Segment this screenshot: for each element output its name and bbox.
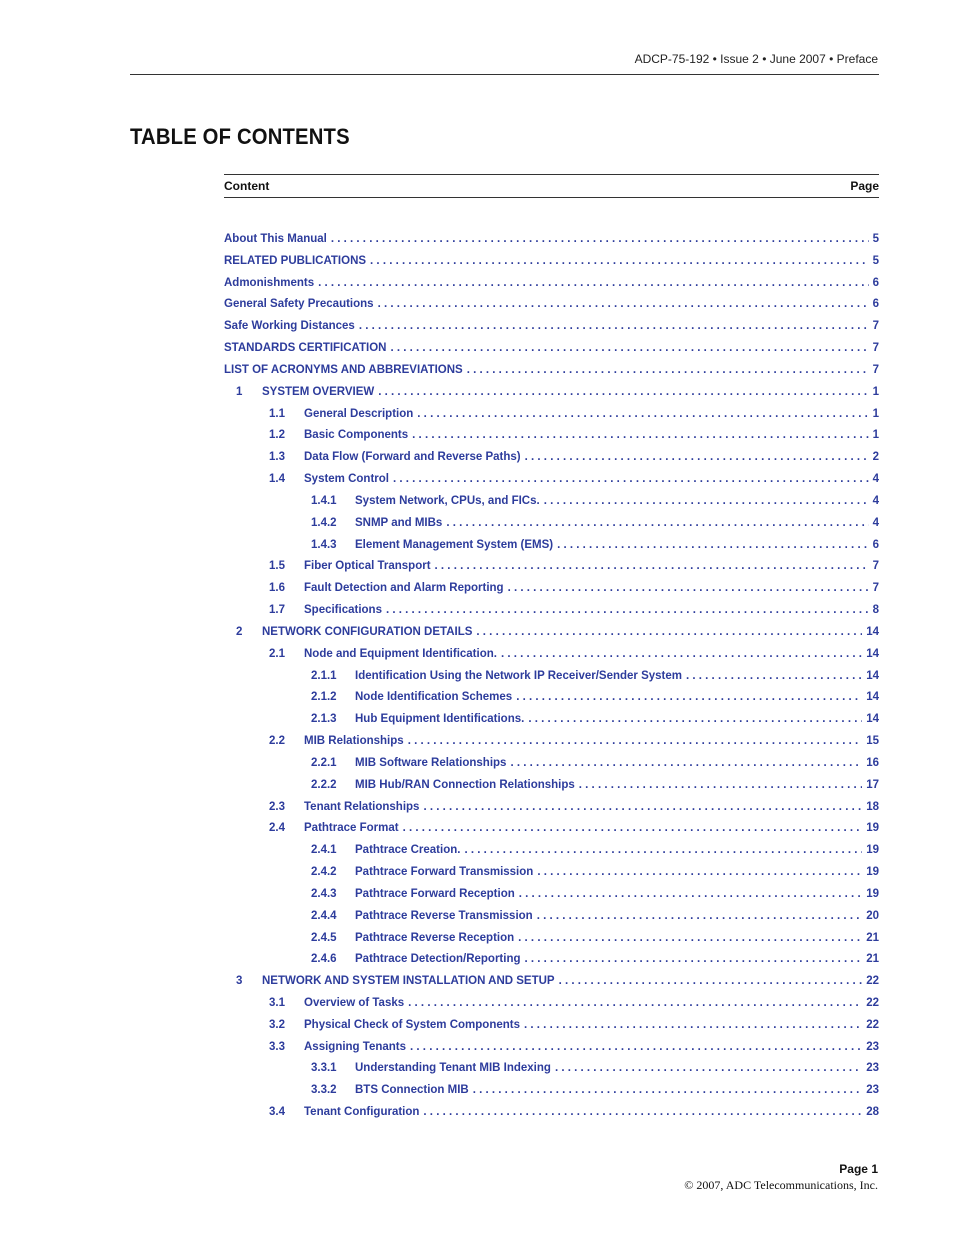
- toc-entry[interactable]: [224, 513, 879, 535]
- toc-entry-page[interactable]: 7: [872, 320, 879, 333]
- toc-entry-title[interactable]: Node Identification Schemes: [355, 691, 513, 704]
- content-column-label: Content: [224, 179, 270, 193]
- toc-entry-page[interactable]: 6: [872, 298, 879, 311]
- toc-entry[interactable]: [224, 906, 879, 928]
- toc-entry[interactable]: [224, 1080, 879, 1102]
- toc-entry-line: [304, 1037, 879, 1059]
- toc-entry-page[interactable]: 22: [866, 975, 879, 988]
- toc-entry[interactable]: [224, 862, 879, 884]
- toc-entry-title[interactable]: Overview of Tasks: [304, 996, 405, 1009]
- dot-leader: [390, 338, 868, 360]
- toc-entry[interactable]: [224, 644, 879, 666]
- dot-leader: [393, 469, 869, 491]
- toc-entry-page[interactable]: 22: [866, 1018, 879, 1031]
- toc-entry[interactable]: [224, 338, 879, 360]
- toc-entry-page[interactable]: 19: [866, 887, 879, 900]
- toc-entry[interactable]: [224, 273, 879, 295]
- toc-entry-page[interactable]: 18: [866, 800, 879, 813]
- toc-entry-line: [355, 709, 879, 731]
- toc-entry-line: [355, 884, 879, 906]
- toc-entry-number: 2.1.1: [311, 669, 337, 682]
- toc-entry[interactable]: [224, 993, 879, 1015]
- toc-entry[interactable]: [224, 578, 879, 600]
- toc-entry-number: 2.3: [269, 800, 285, 813]
- toc-entry-page[interactable]: 5: [872, 233, 879, 245]
- toc-entry-page[interactable]: 23: [866, 1062, 879, 1075]
- dot-leader: [417, 404, 868, 426]
- toc-entry-line: [355, 1058, 879, 1080]
- toc-entry-number: 1.4: [269, 473, 285, 486]
- toc-entry-line: [304, 731, 879, 753]
- toc-entry[interactable]: [224, 294, 879, 316]
- toc-entry[interactable]: [224, 1058, 879, 1080]
- toc-entry[interactable]: [224, 666, 879, 688]
- dot-leader: [518, 928, 862, 950]
- toc-entry-title[interactable]: Pathtrace Creation.: [355, 844, 461, 857]
- toc-entry-number: 2.2: [269, 735, 285, 748]
- toc-entry-number: 1: [236, 385, 243, 398]
- toc-entry-title[interactable]: Data Flow (Forward and Reverse Paths): [304, 451, 521, 464]
- toc-entry-page[interactable]: 16: [866, 756, 879, 769]
- toc-entry-number: 2: [236, 625, 243, 638]
- toc-entry-title[interactable]: Element Management System (EMS): [355, 538, 554, 551]
- toc-entry[interactable]: [224, 1102, 879, 1124]
- toc-entry-line: [304, 1102, 879, 1124]
- toc-entry-page[interactable]: 1: [872, 385, 879, 398]
- dot-leader: [579, 775, 862, 797]
- page-title: TABLE OF CONTENTS: [130, 124, 350, 149]
- toc-entry[interactable]: [224, 447, 879, 469]
- toc-entry-line: [304, 600, 879, 622]
- toc-entry-number: 2.4.3: [311, 887, 337, 900]
- toc-entry-title[interactable]: MIB Relationships: [304, 735, 404, 748]
- dot-leader: [378, 294, 869, 316]
- toc-entry-title[interactable]: Pathtrace Detection/Reporting: [355, 953, 521, 966]
- toc-entry-title[interactable]: STANDARDS CERTIFICATION: [224, 342, 387, 355]
- toc-entry-title[interactable]: Pathtrace Reverse Reception: [355, 931, 515, 944]
- toc-entry[interactable]: [224, 797, 879, 819]
- toc-entry[interactable]: [224, 840, 879, 862]
- dot-leader: [476, 622, 862, 644]
- toc-entry-page[interactable]: 14: [866, 647, 879, 660]
- dot-leader: [525, 447, 869, 469]
- toc-entry-line: [304, 556, 879, 578]
- toc-entry-page[interactable]: 23: [866, 1084, 879, 1097]
- toc-entry-title[interactable]: Pathtrace Format: [304, 822, 399, 835]
- toc-column-header: [224, 174, 879, 198]
- toc-entry-title[interactable]: RELATED PUBLICATIONS: [224, 254, 367, 267]
- toc-entry-number: 2.4.1: [311, 844, 337, 857]
- toc-entry[interactable]: [224, 229, 879, 251]
- toc-entry[interactable]: [224, 622, 879, 644]
- toc-entry-number: 3: [236, 975, 243, 988]
- toc-entry-page[interactable]: 14: [866, 713, 879, 726]
- toc-entry-page[interactable]: 2: [872, 451, 879, 464]
- toc-entry[interactable]: [224, 1037, 879, 1059]
- toc-entry[interactable]: [224, 425, 879, 447]
- toc-entry[interactable]: [224, 687, 879, 709]
- toc-entry[interactable]: [224, 709, 879, 731]
- toc-entry-line: [262, 971, 879, 993]
- toc-entry-page[interactable]: 7: [872, 363, 879, 376]
- toc-entry-line: [262, 382, 879, 404]
- toc-entry-line: [304, 1015, 879, 1037]
- toc-entry-title[interactable]: Fault Detection and Alarm Reporting: [304, 582, 504, 595]
- running-header: ADCP-75-192 • Issue 2 • June 2007 • Preface: [634, 52, 878, 66]
- dot-leader: [359, 316, 869, 338]
- toc-entry-page[interactable]: 4: [872, 473, 879, 486]
- toc-entry-number: 3.1: [269, 996, 285, 1009]
- toc-entry-line: [355, 862, 879, 884]
- toc-entry-title[interactable]: System Control: [304, 473, 389, 486]
- toc-entry-line: [355, 491, 879, 513]
- toc-entry-line: [355, 928, 879, 950]
- toc-entry-page[interactable]: 4: [872, 494, 879, 507]
- toc-entry-title[interactable]: Tenant Configuration: [304, 1106, 420, 1119]
- toc-entry-number: 2.4: [269, 822, 285, 835]
- toc-entry-line: [304, 797, 879, 819]
- toc-entry-title[interactable]: Tenant Relationships: [304, 800, 420, 813]
- toc-entry-page[interactable]: 7: [872, 342, 879, 355]
- toc-entry-number: 3.4: [269, 1106, 285, 1119]
- toc-entry-line: [304, 818, 879, 840]
- dot-leader: [370, 251, 869, 273]
- toc-entry-number: 2.1.3: [311, 713, 337, 726]
- toc-entry-line: [355, 513, 879, 535]
- toc-entry-number: 3.3.2: [311, 1084, 337, 1097]
- dot-leader: [423, 797, 862, 819]
- toc-entry[interactable]: [224, 775, 879, 797]
- dot-leader: [473, 1080, 862, 1102]
- toc-entry-line: [224, 251, 879, 273]
- dot-leader: [408, 731, 863, 753]
- toc-entry-page[interactable]: 6: [872, 538, 879, 551]
- toc-entry-line: [304, 644, 879, 666]
- toc-entry-number: 2.4.5: [311, 931, 337, 944]
- footer-copyright: © 2007, ADC Telecommunications, Inc.: [684, 1178, 878, 1192]
- dot-leader: [423, 1102, 862, 1124]
- toc-entry-number: 1.3: [269, 451, 285, 464]
- dot-leader: [408, 993, 862, 1015]
- dot-leader: [525, 949, 863, 971]
- toc-entry-page[interactable]: 19: [866, 844, 879, 857]
- toc-entry-number: 2.2.1: [311, 756, 337, 769]
- toc-entry-number: 1.1: [269, 407, 285, 420]
- dot-leader: [524, 1015, 862, 1037]
- toc-entry-line: [304, 993, 879, 1015]
- toc-entry-number: 2.4.2: [311, 866, 337, 879]
- toc-entry-number: 2.4.6: [311, 953, 337, 966]
- dot-leader: [528, 709, 862, 731]
- toc-entry-number: 3.3.1: [311, 1062, 337, 1075]
- toc-entry[interactable]: [224, 382, 879, 404]
- footer-page-number: Page 1: [839, 1162, 878, 1176]
- toc-entry-page[interactable]: 7: [872, 560, 879, 573]
- toc-entry[interactable]: [224, 491, 879, 513]
- toc-entry-number: 3.2: [269, 1018, 285, 1031]
- toc-entry-page[interactable]: 14: [866, 625, 879, 638]
- toc-entry-number: 1.7: [269, 604, 285, 617]
- dot-leader: [519, 884, 862, 906]
- toc-entry-title[interactable]: Physical Check of System Components: [304, 1018, 521, 1031]
- toc-entry-page[interactable]: 8: [872, 604, 879, 617]
- toc-entry-title[interactable]: Assigning Tenants: [304, 1040, 407, 1053]
- toc-entry-number: 2.1: [269, 647, 285, 660]
- toc-entry-title[interactable]: NETWORK CONFIGURATION DETAILS: [262, 625, 473, 638]
- toc-entry[interactable]: [224, 884, 879, 906]
- toc-entry-line: [224, 229, 879, 251]
- dot-leader: [378, 382, 868, 404]
- toc-entry-number: 2.4.4: [311, 909, 337, 922]
- dot-leader: [555, 1058, 862, 1080]
- toc-entry[interactable]: [224, 731, 879, 753]
- toc-entry-line: [355, 906, 879, 928]
- dot-leader: [686, 666, 862, 688]
- toc-entry[interactable]: [224, 535, 879, 557]
- toc-entry-line: [224, 360, 879, 382]
- toc-entry-line: [355, 1080, 879, 1102]
- dot-leader: [537, 862, 862, 884]
- toc-list: [224, 229, 879, 1124]
- dot-leader: [435, 556, 869, 578]
- toc-entry[interactable]: [224, 818, 879, 840]
- toc-entry[interactable]: [224, 556, 879, 578]
- toc-entry-line: [355, 753, 879, 775]
- toc-entry-title[interactable]: BTS Connection MIB: [355, 1084, 469, 1097]
- toc-entry-number: 1.4.3: [311, 538, 337, 551]
- toc-entry[interactable]: [224, 360, 879, 382]
- toc-entry-line: [355, 840, 879, 862]
- toc-entry[interactable]: [224, 928, 879, 950]
- toc-entry-page[interactable]: 22: [866, 996, 879, 1009]
- toc-entry-number: 1.2: [269, 429, 285, 442]
- toc-entry-page[interactable]: 15: [866, 735, 879, 748]
- toc-entry-page[interactable]: 6: [872, 276, 879, 289]
- toc-entry-line: [304, 404, 879, 426]
- toc-entry-title[interactable]: Fiber Optical Transport: [304, 560, 431, 573]
- toc-entry[interactable]: [224, 469, 879, 491]
- toc-entry-title[interactable]: Specifications: [304, 604, 382, 617]
- toc-entry-number: 1.6: [269, 582, 285, 595]
- toc-entry-title[interactable]: MIB Software Relationships: [355, 756, 507, 769]
- toc-entry-line: [224, 273, 879, 295]
- toc-entry-title[interactable]: Safe Working Distances: [224, 320, 355, 333]
- toc-entry-page[interactable]: 14: [866, 669, 879, 682]
- toc-entry-number: 2.2.2: [311, 778, 337, 791]
- dot-leader: [403, 818, 863, 840]
- toc-entry-title[interactable]: General Safety Precautions: [224, 298, 374, 311]
- toc-entry-number: 2.1.2: [311, 691, 337, 704]
- toc-entry-title[interactable]: Pathtrace Forward Transmission: [355, 866, 534, 879]
- toc-entry[interactable]: [224, 404, 879, 426]
- toc-entry-line: [355, 687, 879, 709]
- toc-entry-page[interactable]: 23: [866, 1040, 879, 1053]
- dot-leader: [446, 513, 868, 535]
- toc-entry-title[interactable]: MIB Hub/RAN Connection Relationships: [355, 778, 575, 791]
- toc-entry-page[interactable]: 1: [872, 429, 879, 442]
- dot-leader: [331, 229, 869, 251]
- toc-entry-title[interactable]: About This Manual: [224, 233, 327, 245]
- dot-leader: [557, 535, 868, 557]
- toc-entry-title[interactable]: Pathtrace Reverse Transmission: [355, 909, 533, 922]
- toc-entry-number: 1.5: [269, 560, 285, 573]
- toc-entry-page[interactable]: 19: [866, 866, 879, 879]
- dot-leader: [410, 1037, 862, 1059]
- toc-entry-number: 1.4.1: [311, 494, 337, 507]
- toc-entry[interactable]: [224, 600, 879, 622]
- toc-entry-number: 3.3: [269, 1040, 285, 1053]
- toc-entry[interactable]: [224, 1015, 879, 1037]
- toc-entry-page[interactable]: 7: [872, 582, 879, 595]
- dot-leader: [412, 425, 868, 447]
- page-column-label: Page: [850, 179, 879, 193]
- dot-leader: [467, 360, 869, 382]
- dot-leader: [318, 273, 869, 295]
- toc-entry-title[interactable]: Understanding Tenant MIB Indexing: [355, 1062, 551, 1075]
- toc-entry-title[interactable]: Hub Equipment Identifications.: [355, 713, 525, 726]
- dot-leader: [464, 840, 862, 862]
- toc-entry[interactable]: [224, 949, 879, 971]
- toc-entry-page[interactable]: 17: [866, 778, 879, 791]
- toc-entry-page[interactable]: 4: [872, 516, 879, 529]
- toc-entry-line: [355, 775, 879, 797]
- dot-leader: [501, 644, 862, 666]
- toc-entry-page[interactable]: 20: [866, 909, 879, 922]
- toc-entry-title[interactable]: Identification Using the Network IP Receiver/Sender System: [355, 669, 682, 682]
- toc-entry[interactable]: [224, 251, 879, 273]
- toc-entry-page[interactable]: 1: [872, 407, 879, 420]
- dot-leader: [559, 971, 863, 993]
- toc-entry-title[interactable]: LIST OF ACRONYMS AND ABBREVIATIONS: [224, 363, 463, 376]
- dot-leader: [516, 687, 862, 709]
- toc-entry-title[interactable]: General Description: [304, 407, 414, 420]
- toc-entry-line: [304, 578, 879, 600]
- toc-entry-line: [262, 622, 879, 644]
- toc-entry-title[interactable]: SNMP and MIBs: [355, 516, 443, 529]
- toc-entry-page[interactable]: 21: [866, 953, 879, 966]
- dot-leader: [386, 600, 869, 622]
- toc-entry-title[interactable]: System Network, CPUs, and FICs.: [355, 494, 540, 507]
- toc-entry-line: [224, 316, 879, 338]
- toc-entry-title[interactable]: Basic Components: [304, 429, 409, 442]
- toc-entry[interactable]: [224, 971, 879, 993]
- toc-entry-page[interactable]: 14: [866, 691, 879, 704]
- toc-entry-page[interactable]: 19: [866, 822, 879, 835]
- header-rule: [130, 74, 879, 75]
- toc-entry-line: [355, 666, 879, 688]
- toc-entry-line: [304, 425, 879, 447]
- toc-entry-title[interactable]: NETWORK AND SYSTEM INSTALLATION AND SETUP: [262, 975, 555, 988]
- toc-entry-number: 1.4.2: [311, 516, 337, 529]
- dot-leader: [508, 578, 869, 600]
- dot-leader: [510, 753, 862, 775]
- toc-entry-line: [224, 338, 879, 360]
- toc-entry[interactable]: [224, 316, 879, 338]
- toc-entry-line: [355, 535, 879, 557]
- dot-leader: [537, 906, 863, 928]
- toc-entry-title[interactable]: Admonishments: [224, 276, 315, 289]
- toc-entry-page[interactable]: 28: [866, 1106, 879, 1119]
- toc-entry-line: [304, 447, 879, 469]
- table-of-contents: [224, 174, 879, 1124]
- toc-entry[interactable]: [224, 753, 879, 775]
- toc-entry-line: [224, 294, 879, 316]
- toc-entry-title[interactable]: SYSTEM OVERVIEW: [262, 385, 375, 398]
- toc-entry-line: [355, 949, 879, 971]
- toc-entry-title[interactable]: Node and Equipment Identification.: [304, 647, 497, 660]
- toc-entry-title[interactable]: Pathtrace Forward Reception: [355, 887, 515, 900]
- toc-entry-line: [304, 469, 879, 491]
- dot-leader: [544, 491, 869, 513]
- toc-entry-page[interactable]: 5: [872, 254, 879, 267]
- toc-entry-page[interactable]: 21: [866, 931, 879, 944]
